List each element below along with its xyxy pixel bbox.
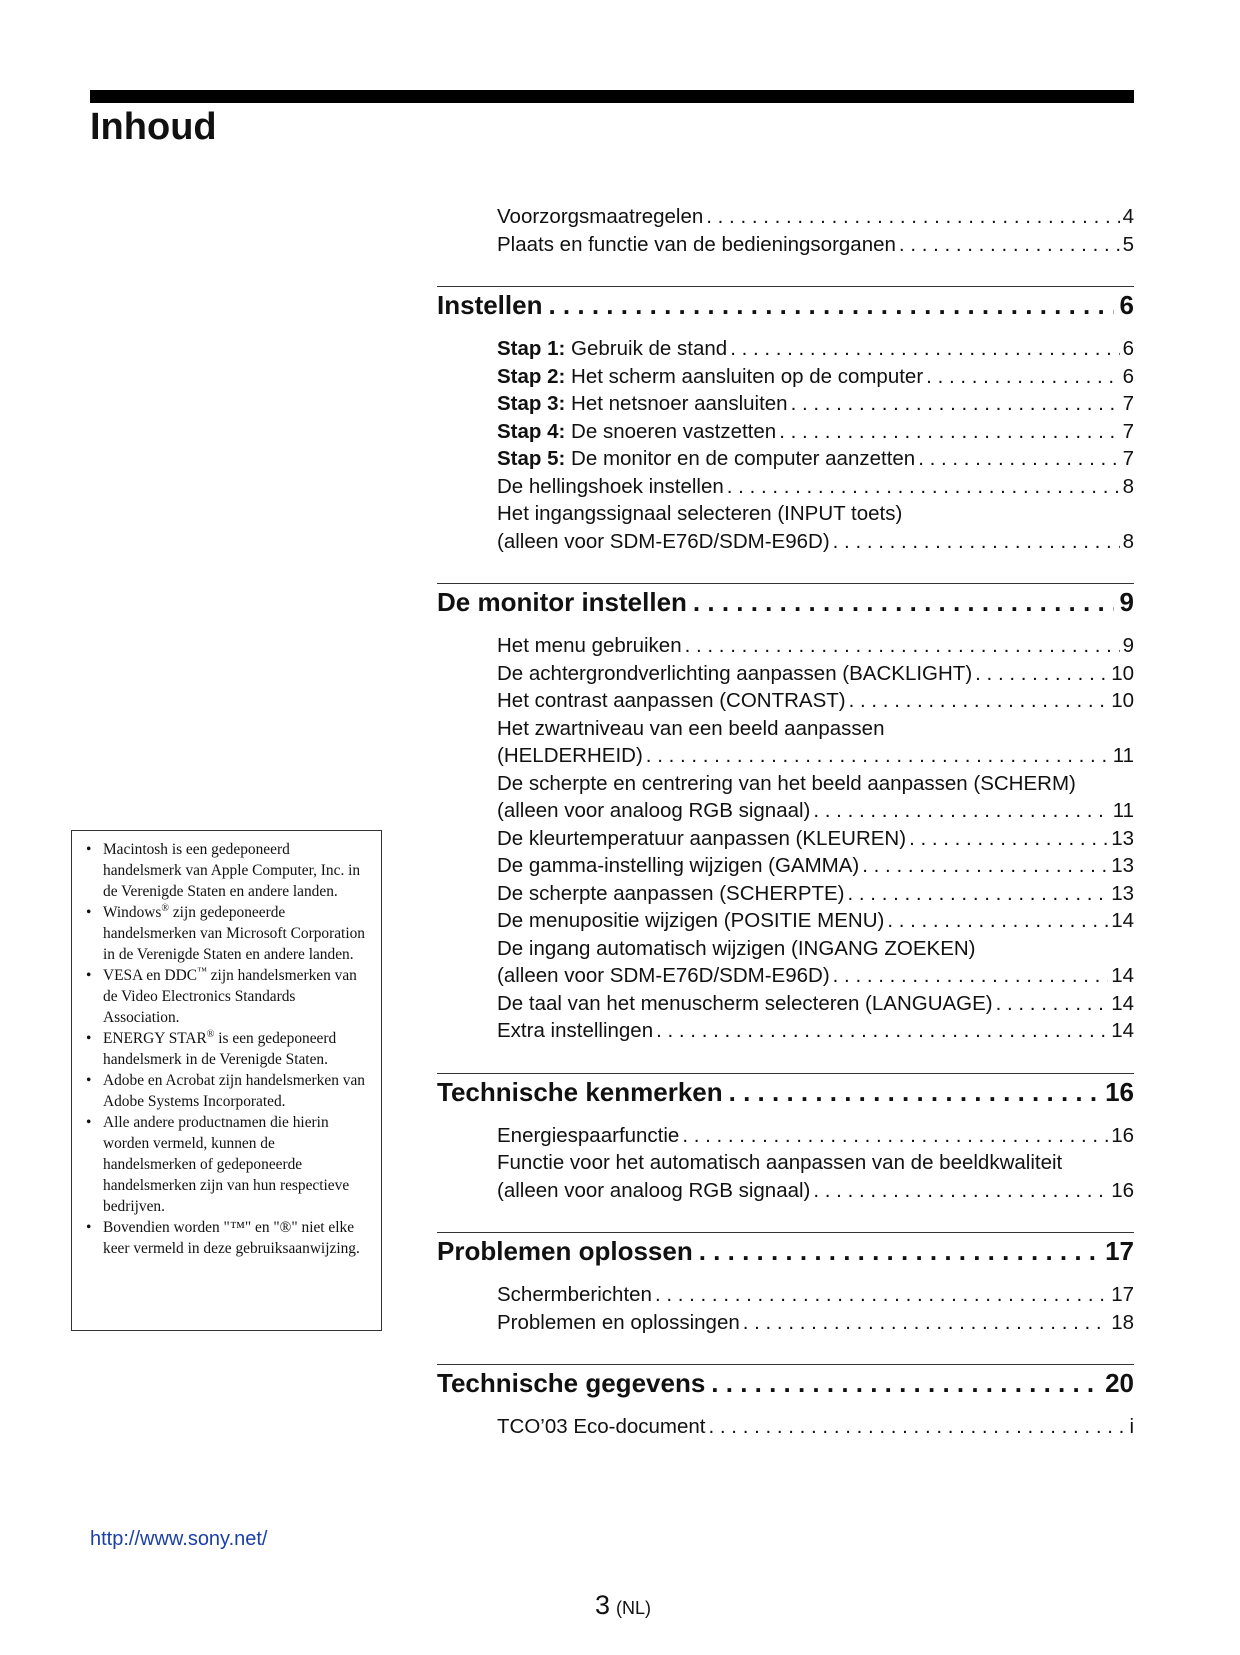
- toc-entry-step-label: Stap 2:: [497, 364, 566, 388]
- dot-leader: [548, 288, 1113, 322]
- toc-entry-page: 9: [1122, 634, 1134, 657]
- toc-section-heading[interactable]: [437, 1364, 1134, 1400]
- bullet-icon: •: [86, 904, 92, 921]
- toc-entry-text: [497, 687, 846, 715]
- toc-entry-text: [497, 418, 776, 446]
- bullet-icon: •: [86, 841, 92, 858]
- toc-entry-text: [497, 528, 830, 556]
- dot-leader: [711, 1366, 1099, 1400]
- toc-entry-page: 13: [1111, 881, 1134, 905]
- bullet-icon: •: [86, 1219, 92, 1236]
- toc-entry-label: Energiespaarfunctie: [497, 1123, 680, 1147]
- toc-entry-label: (alleen voor analoog RGB signaal): [497, 1178, 811, 1202]
- toc-entry-page: 17: [1111, 1283, 1134, 1306]
- toc-entry-label: (alleen voor SDM-E76D/SDM-E96D): [497, 529, 830, 553]
- toc-entry-label: De scherpte en centrering van het beeld aanpassen (SCHERM): [497, 771, 1076, 795]
- toc-entry-label: Het zwartniveau van een beeld aanpassen: [497, 716, 885, 740]
- section-page: 6: [1119, 290, 1134, 320]
- dot-leader: [779, 418, 1119, 446]
- dot-leader: [655, 1281, 1108, 1309]
- trademark-text: Macintosh is een gedeponeerd handelsmerk van Apple Computer, Inc. in de Verenigde Staten en andere landen.: [103, 841, 361, 900]
- dot-leader: [685, 632, 1120, 660]
- toc-entry[interactable]: [437, 445, 1134, 473]
- table-of-contents: [437, 203, 1134, 1441]
- toc-entry[interactable]: [437, 1413, 1134, 1441]
- trademark-text: Alle andere productnamen die hierin worden vermeld, kunnen de handelsmerken of gedeponeerde handelsmerken zijn van hun respectieve bedrijven.: [103, 1114, 350, 1215]
- toc-entry-text: [497, 1177, 810, 1205]
- trademark-item: [86, 1070, 371, 1112]
- toc-entry-label: Problemen en oplossingen: [497, 1310, 740, 1334]
- toc-entry[interactable]: [437, 418, 1134, 446]
- trademark-symbol: ®: [206, 1028, 215, 1040]
- toc-entry-page: 5: [1122, 232, 1134, 256]
- toc-entry-label: De menupositie wijzigen (POSITIE MENU): [497, 909, 885, 932]
- toc-entry[interactable]: [437, 825, 1134, 853]
- dot-leader: [730, 335, 1119, 363]
- dot-leader: [848, 880, 1109, 908]
- toc-entry[interactable]: [437, 1281, 1134, 1309]
- toc-entry[interactable]: [437, 1309, 1134, 1337]
- toc-entry-label: Extra instellingen: [497, 1019, 654, 1042]
- toc-entry[interactable]: [437, 852, 1134, 880]
- toc-entry-label: De scherpte aanpassen (SCHERPTE): [497, 881, 845, 905]
- toc-entry-page: 11: [1112, 799, 1134, 822]
- toc-entry-label: Functie voor het automatisch aanpassen van de beeldkwaliteit: [497, 1151, 1063, 1174]
- toc-section: [437, 1073, 1134, 1205]
- trademark-name: VESA en DDC: [103, 967, 198, 984]
- dot-leader: [833, 528, 1120, 556]
- toc-entry-page: 10: [1111, 689, 1134, 712]
- toc-entry[interactable]: [437, 1017, 1134, 1045]
- section-title: Technische kenmerken: [437, 1076, 723, 1107]
- dot-leader: [833, 962, 1109, 990]
- dot-leader: [926, 363, 1119, 391]
- toc-entry-label: (alleen voor SDM-E76D/SDM-E96D): [497, 964, 830, 987]
- dot-leader: [791, 390, 1120, 418]
- toc-entry[interactable]: [437, 1177, 1134, 1205]
- toc-section-heading[interactable]: [437, 286, 1134, 322]
- page-number-value: 3: [595, 1590, 611, 1620]
- toc-entry-page: 4: [1122, 205, 1134, 228]
- toc-section-heading[interactable]: [437, 1073, 1134, 1109]
- toc-entry[interactable]: [437, 335, 1134, 363]
- toc-entry-text: [497, 231, 896, 259]
- toc-section: [437, 286, 1134, 555]
- toc-entry-step-label: Stap 3:: [497, 392, 566, 415]
- toc-entry-page: 8: [1122, 474, 1134, 498]
- bullet-icon: •: [86, 967, 92, 984]
- section-title: De monitor instellen: [437, 587, 687, 617]
- toc-entry-text: [497, 797, 810, 825]
- trademark-notice-box: [71, 830, 382, 1331]
- toc-section: [437, 583, 1134, 1045]
- trademark-symbol: ®: [161, 902, 169, 914]
- toc-entry-text: [497, 935, 976, 963]
- toc-entry[interactable]: [437, 203, 1134, 231]
- section-title: Instellen: [437, 290, 543, 320]
- trademark-item: [86, 965, 371, 1028]
- section-title: Problemen oplossen: [437, 1236, 693, 1266]
- toc-entry[interactable]: [437, 390, 1134, 418]
- dot-leader: [975, 660, 1108, 688]
- toc-entry-page: 14: [1111, 909, 1134, 932]
- trademark-list: [86, 839, 371, 1259]
- toc-entry[interactable]: [437, 1149, 1134, 1177]
- toc-entry-text: [497, 852, 859, 880]
- toc-entry-label: Het contrast aanpassen (CONTRAST): [497, 689, 846, 712]
- toc-section: [437, 1364, 1134, 1441]
- toc-entry-text: [497, 715, 885, 743]
- trademark-item: [86, 839, 371, 902]
- toc-entry-text: [497, 880, 845, 908]
- dot-leader: [656, 1017, 1108, 1045]
- toc-entry[interactable]: [437, 632, 1134, 660]
- toc-entry-text: [497, 1149, 1062, 1177]
- bullet-icon: •: [86, 1114, 92, 1131]
- dot-leader: [693, 585, 1114, 619]
- toc-entry-text: [497, 990, 993, 1018]
- toc-entry-page: 10: [1111, 661, 1134, 685]
- sony-url-link[interactable]: http://www.sony.net/: [90, 1528, 268, 1550]
- toc-section-heading[interactable]: [437, 1232, 1134, 1268]
- dot-leader: [682, 1122, 1108, 1150]
- toc-entry-label: De hellingshoek instellen: [497, 474, 724, 498]
- toc-entry-text: [497, 1122, 679, 1150]
- header-rule: [90, 90, 1134, 103]
- trademark-symbol: ™: [197, 965, 207, 977]
- dot-leader: [887, 907, 1108, 935]
- toc-entry-page: 11: [1112, 744, 1134, 767]
- toc-entry-text: [497, 445, 915, 473]
- toc-entry-label: De ingang automatisch wijzigen (INGANG ZOEKEN): [497, 936, 976, 960]
- toc-entry-label: De taal van het menuscherm selecteren (LANGUAGE): [497, 991, 993, 1015]
- section-page: 16: [1105, 1076, 1134, 1107]
- toc-entry[interactable]: [437, 742, 1134, 770]
- toc-entry-page: 14: [1111, 991, 1134, 1015]
- toc-entry-text: [497, 660, 972, 688]
- toc-entry-label: Voorzorgsmaatregelen: [497, 205, 704, 228]
- toc-entry-label: (HELDERHEID): [497, 744, 643, 767]
- toc-entry[interactable]: [437, 363, 1134, 391]
- dot-leader: [849, 687, 1109, 715]
- dot-leader: [646, 742, 1110, 770]
- toc-entry-page: 16: [1111, 1178, 1134, 1202]
- dot-leader: [909, 825, 1108, 853]
- dot-leader: [862, 852, 1108, 880]
- dot-leader: [996, 990, 1109, 1018]
- trademark-text: is een gedeponeerd handelsmerk in de Verenigde Staten.: [103, 1030, 337, 1068]
- dot-leader: [699, 1234, 1099, 1268]
- toc-entry-label: Het ingangssignaal selecteren (INPUT toets): [497, 502, 903, 525]
- toc-entry-text: [497, 1281, 652, 1309]
- dot-leader: [813, 1177, 1108, 1205]
- toc-entry-step-label: Stap 1:: [497, 337, 566, 360]
- toc-entry-label: (alleen voor analoog RGB signaal): [497, 799, 811, 822]
- toc-entry-page: 14: [1111, 1019, 1134, 1042]
- toc-entry-label: Het menu gebruiken: [497, 634, 682, 657]
- dot-leader: [813, 797, 1109, 825]
- trademark-text: zijn handelsmerken van de Video Electronics Standards Association.: [103, 967, 357, 1026]
- toc-entry-text: [497, 473, 724, 501]
- toc-entry-page: 13: [1111, 826, 1134, 850]
- section-page: 9: [1119, 587, 1134, 617]
- toc-entry-label: Gebruik de stand: [565, 337, 728, 360]
- toc-entry-label: De achtergrondverlichting aanpassen (BACKLIGHT): [497, 661, 973, 685]
- toc-entry-page: 8: [1122, 529, 1134, 553]
- trademark-text: zijn gedeponeerde handelsmerken van Microsoft Corporation in de Verenigde Staten en andere landen.: [103, 904, 366, 963]
- toc-entry-page: 7: [1122, 419, 1134, 443]
- page-number: [595, 1590, 651, 1621]
- section-page: 20: [1105, 1368, 1134, 1398]
- toc-entry-page: i: [1129, 1415, 1134, 1438]
- toc-entry[interactable]: [437, 770, 1134, 798]
- toc-entry-label: Schermberichten: [497, 1283, 652, 1306]
- toc-entry-text: [497, 907, 884, 935]
- toc-entry[interactable]: [437, 528, 1134, 556]
- toc-entry-label: Het netsnoer aansluiten: [565, 392, 788, 415]
- dot-leader: [899, 231, 1120, 259]
- toc-entry[interactable]: [437, 907, 1134, 935]
- toc-entry[interactable]: [437, 473, 1134, 501]
- toc-entry-text: [497, 203, 703, 231]
- bullet-icon: •: [86, 1030, 92, 1047]
- toc-entry-label: Het scherm aansluiten op de computer: [565, 364, 924, 388]
- page-title: Inhoud: [90, 106, 217, 148]
- trademark-name: ENERGY STAR: [103, 1030, 207, 1047]
- toc-entry-text: [497, 390, 788, 418]
- toc-entry-text: [497, 632, 682, 660]
- toc-entry-text: [497, 770, 1076, 798]
- toc-entry[interactable]: [437, 962, 1134, 990]
- toc-entry[interactable]: [437, 715, 1134, 743]
- toc-entry[interactable]: [437, 231, 1134, 259]
- toc-section-heading[interactable]: [437, 583, 1134, 619]
- toc-entry-page: 6: [1122, 337, 1134, 360]
- toc-entry-page: 14: [1111, 964, 1134, 987]
- toc-entry-label: Plaats en functie van de bedieningsorganen: [497, 232, 896, 256]
- toc-entry[interactable]: [437, 935, 1134, 963]
- toc-entry-text: [497, 962, 830, 990]
- toc-entry-label: De monitor en de computer aanzetten: [565, 447, 916, 470]
- toc-entry[interactable]: [437, 500, 1134, 528]
- dot-leader: [709, 1413, 1127, 1441]
- trademark-name: Windows: [103, 904, 162, 921]
- dot-leader: [706, 203, 1119, 231]
- toc-entry-page: 16: [1111, 1123, 1134, 1147]
- dot-leader: [743, 1309, 1108, 1337]
- toc-entry-text: [497, 825, 906, 853]
- section-title: Technische gegevens: [437, 1368, 706, 1398]
- toc-entry-label: De gamma-instelling wijzigen (GAMMA): [497, 854, 860, 877]
- toc-entry-text: [497, 1309, 740, 1337]
- toc-entry-page: 13: [1111, 854, 1134, 877]
- toc-entry[interactable]: [437, 990, 1134, 1018]
- trademark-text: Adobe en Acrobat zijn handelsmerken van Adobe Systems Incorporated.: [103, 1072, 365, 1110]
- toc-entry-text: [497, 363, 923, 391]
- dot-leader: [727, 473, 1120, 501]
- page-number-suffix: (NL): [616, 1598, 652, 1618]
- toc-section: [437, 1232, 1134, 1336]
- toc-entry-step-label: Stap 5:: [497, 447, 566, 470]
- toc-entry[interactable]: [437, 880, 1134, 908]
- toc-entry[interactable]: [437, 797, 1134, 825]
- trademark-item: [86, 1217, 371, 1259]
- toc-entry-page: 7: [1122, 447, 1134, 470]
- trademark-item: [86, 1112, 371, 1217]
- trademark-text: Bovendien worden "™" en "®" niet elke keer vermeld in deze gebruiksaanwijzing.: [103, 1219, 360, 1257]
- toc-entry-page: 18: [1111, 1310, 1134, 1334]
- toc-entry-label: De snoeren vastzetten: [565, 419, 777, 443]
- toc-entry-text: [497, 1017, 653, 1045]
- toc-entry-label: De kleurtemperatuur aanpassen (KLEUREN): [497, 826, 907, 850]
- toc-entry-step-label: Stap 4:: [497, 419, 566, 443]
- toc-entry[interactable]: [437, 1122, 1134, 1150]
- toc-entry[interactable]: [437, 687, 1134, 715]
- toc-entry-page: 7: [1122, 392, 1134, 415]
- dot-leader: [918, 445, 1119, 473]
- toc-entry[interactable]: [437, 660, 1134, 688]
- toc-entry-label: TCO’03 Eco-document: [497, 1415, 706, 1438]
- section-page: 17: [1105, 1236, 1134, 1266]
- toc-entry-page: 6: [1122, 364, 1134, 388]
- dot-leader: [729, 1075, 1099, 1109]
- toc-entry-text: [497, 742, 643, 770]
- bullet-icon: •: [86, 1072, 92, 1089]
- toc-entry-text: [497, 335, 727, 363]
- toc-entry-text: [497, 1413, 706, 1441]
- trademark-item: [86, 902, 371, 965]
- toc-entry-text: [497, 500, 902, 528]
- trademark-item: [86, 1028, 371, 1070]
